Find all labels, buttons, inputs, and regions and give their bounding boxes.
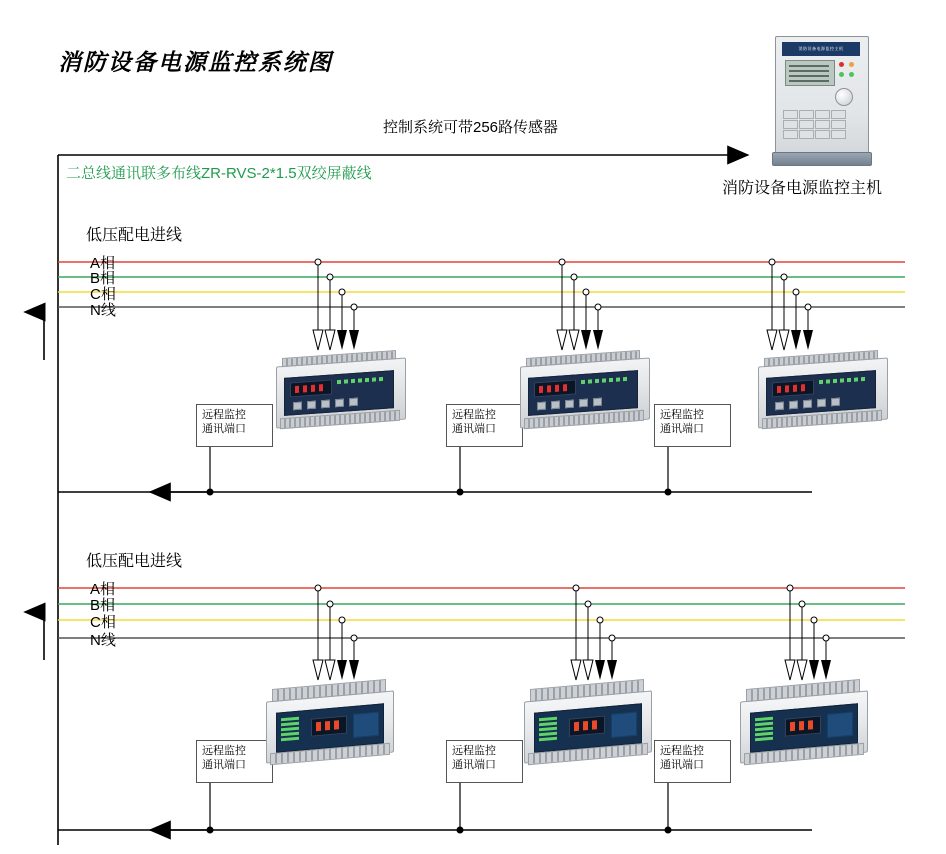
port-label-line1: 远程监控 (660, 745, 704, 757)
keypad[interactable] (827, 712, 853, 738)
keypad-area[interactable] (783, 110, 859, 142)
device-panel (284, 370, 394, 416)
run-led-icon (849, 72, 854, 77)
device-panel (528, 370, 638, 416)
fault-led-icon (849, 62, 854, 67)
device-display (534, 379, 576, 397)
port-box-g1-d3 (654, 404, 731, 447)
phase-label-a2: A相 (90, 581, 116, 598)
monitor-device-g2-d2 (524, 682, 652, 764)
status-led-row (337, 377, 389, 386)
rotary-knob[interactable] (835, 88, 853, 106)
bus-wire-label: 二总线通讯联多布线ZR-RVS-2*1.5双绞屏蔽线 (66, 165, 372, 182)
phase-label-b2: B相 (90, 597, 116, 614)
status-led-bar (281, 716, 307, 744)
device-display (311, 716, 347, 737)
device-display (785, 716, 821, 737)
keypad[interactable] (611, 712, 637, 738)
power-led-icon (839, 72, 844, 77)
port-label-line1: 远程监控 (202, 409, 246, 421)
port-label-line1: 远程监控 (452, 745, 496, 757)
phase-label-a1: A相 (90, 255, 116, 272)
incoming-label-group2: 低压配电进线 (86, 553, 183, 570)
phase-label-c2: C相 (90, 614, 116, 631)
incoming-label-group1: 低压配电进线 (86, 227, 183, 244)
port-label-line1: 远程监控 (660, 409, 704, 421)
device-panel (766, 370, 876, 416)
monitor-host-cabinet (775, 36, 867, 164)
port-box-g1-d1 (196, 404, 273, 447)
device-display (290, 379, 332, 397)
cabinet-base (772, 152, 872, 166)
port-label-line2: 通讯端口 (452, 423, 496, 435)
cabinet-header-label: 消防设备电源监控主机 (782, 42, 860, 56)
port-label-line1: 远程监控 (202, 745, 246, 757)
bus-capacity-label: 控制系统可带256路传感器 (383, 119, 559, 136)
port-label-line1: 远程监控 (452, 409, 496, 421)
port-box-g2-d2 (446, 740, 523, 783)
status-led-bar (539, 716, 565, 744)
status-led-row (819, 377, 871, 386)
status-led-row (581, 377, 633, 386)
phase-label-n1: N线 (90, 302, 116, 319)
host-caption: 消防设备电源监控主机 (722, 180, 883, 197)
monitor-device-g1-d1 (276, 352, 404, 430)
port-label-line2: 通讯端口 (660, 759, 704, 771)
monitor-device-g2-d1 (266, 682, 394, 764)
port-box-g1-d2 (446, 404, 523, 447)
port-box-g2-d1 (196, 740, 273, 783)
phase-label-b1: B相 (90, 270, 116, 287)
cabinet-lcd (785, 60, 835, 86)
device-display (772, 379, 814, 397)
port-label-line2: 通讯端口 (452, 759, 496, 771)
port-box-g2-d3 (654, 740, 731, 783)
device-display (569, 716, 605, 737)
phase-label-c1: C相 (90, 286, 116, 303)
page-title: 消防设备电源监控系统图 (58, 50, 333, 75)
monitor-device-g1-d3 (758, 352, 886, 430)
keypad[interactable] (353, 712, 379, 738)
alarm-led-icon (839, 62, 844, 67)
port-label-line2: 通讯端口 (202, 759, 246, 771)
port-label-line2: 通讯端口 (202, 423, 246, 435)
phase-label-n2: N线 (90, 632, 116, 649)
monitor-device-g2-d3 (740, 682, 868, 764)
status-led-bar (755, 716, 781, 744)
monitor-device-g1-d2 (520, 352, 648, 430)
port-label-line2: 通讯端口 (660, 423, 704, 435)
